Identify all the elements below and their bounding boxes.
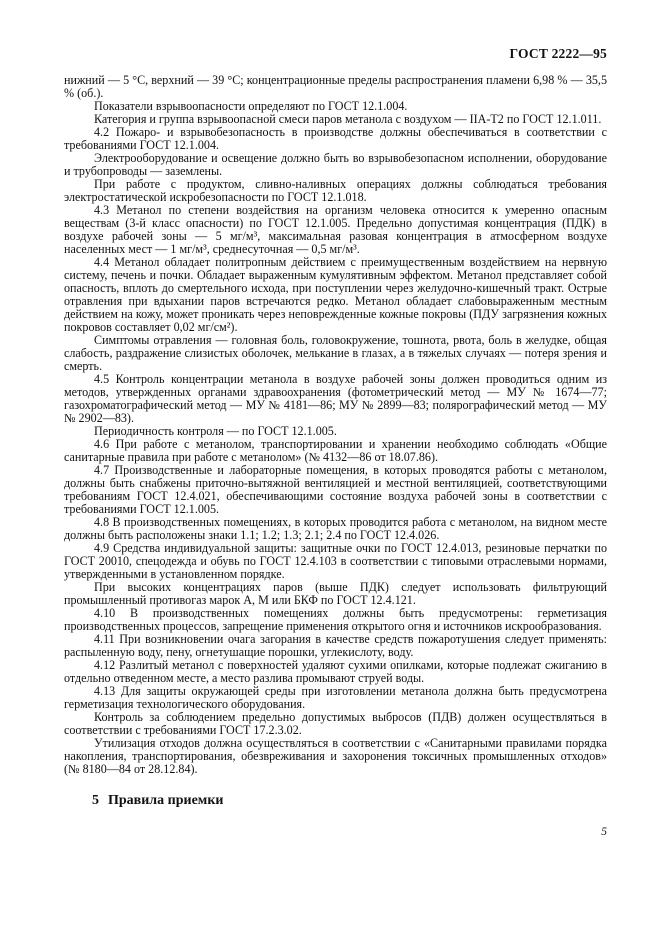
section-heading	[64, 793, 607, 809]
paragraph: 4.3 Метанол по степени воздействия на организм человека относится к умеренно опасным веществам (3-й класс опасности) по ГОСТ 12.1.005. Предельно допустимая концентрация (ПДК) в воздухе рабочей зоны — 5 мг/м³, максимальная разовая концентрация в атмосферном воздухе населенных мест — 1 мг/м³, среднесуточная — 0,5 мг/м³.	[64, 203, 607, 256]
paragraph: 4.8 В производственных помещениях, в которых проводится работа с метанолом, на видном месте должны быть расположены знаки 1.1; 1.2; 1.3; 2.1; 2.4 по ГОСТ 12.4.026.	[64, 515, 607, 542]
paragraph: Категория и группа взрывоопасной смеси паров метанола с воздухом — IIА-Т2 по ГОСТ 12.1.011.	[94, 112, 602, 126]
paragraph: Контроль за соблюдением предельно допустимых выбросов (ПДВ) должен осуществляться в соответствии с требованиями ГОСТ 17.2.3.02.	[64, 710, 607, 737]
paragraph: Показатели взрывоопасности определяют по ГОСТ 12.1.004.	[94, 99, 408, 113]
paragraph: 4.5 Контроль концентрации метанола в воздухе рабочей зоны должен проводиться одним из методов, утвержденных органами здравоохранения (фотометрический метод — МУ № 1674—77; газохроматографический метод — МУ № 4181—86; МУ № 2899—83; полярографический метод — МУ № 2902—83).	[64, 372, 607, 425]
paragraph: 4.4 Метанол обладает политропным действием с преимущественным воздействием на нервную систему, печень и почки. Обладает выраженным кумулятивным эффектом. Метанол представляет собой опасность, вплоть до смертельного исхода, при поступлении через желудочно-кишечный тракт. Острые отравления при вдыхании паров встречаются редко. Метанол обладает слабовыраженным местным действием на кожу, может проникать через неповрежденные кожные покровы (ПДУ загрязнения кожных покровов составляет 0,02 мг/см²).	[64, 255, 607, 334]
paragraph: 4.6 При работе с метанолом, транспортировании и хранении необходимо соблюдать «Общие санитарные правила при работе с метанолом» (№ 4132—86 от 18.07.86).	[64, 437, 607, 464]
paragraph: Электрооборудование и освещение должно быть во взрывобезопасном исполнении, оборудование и трубопроводы — заземлены.	[64, 151, 607, 178]
paragraph: Симптомы отравления — головная боль, головокружение, тошнота, рвота, боль в желудке, общая слабость, раздражение слизистых оболочек, мелькание в глазах, а в тяжелых случаях — потеря зрения и смерть.	[64, 333, 607, 373]
section-title: Правила приемки	[108, 793, 224, 808]
paragraph: 4.10 В производственных помещениях должны быть предусмотрены: герметизация производственных процессов, запрещение применения открытого огня и источников искрообразования.	[64, 606, 607, 633]
paragraph: 4.13 Для защиты окружающей среды при изготовлении метанола должна быть предусмотрена герметизация технологического оборудования.	[64, 684, 607, 711]
paragraph: 4.12 Разлитый метанол с поверхностей удаляют сухими опилками, которые подлежат сжиганию в отдельно отведенном месте, а место разлива промывают струей воды.	[64, 658, 607, 685]
paragraph: При высоких концентрациях паров (выше ПДК) следует использовать фильтрующий промышленный противогаз марок А, М или БКФ по ГОСТ 12.4.121.	[64, 580, 607, 607]
paragraph: 4.9 Средства индивидуальной защиты: защитные очки по ГОСТ 12.4.013, резиновые перчатки по ГОСТ 20010, спецодежда и обувь по ГОСТ 12.4.103 в соответствии с типовыми отраслевыми нормами, утвержденными в установленном порядке.	[64, 541, 607, 581]
paragraph: нижний — 5 °С, верхний — 39 °С; концентрационные пределы распространения пламени 6,98 % — 35,5 % (об.).	[64, 73, 607, 100]
paragraph: При работе с продуктом, сливно-наливных операциях должны соблюдаться требования электростатической искробезопасности по ГОСТ 12.1.018.	[64, 177, 607, 204]
paragraph: Периодичность контроля — по ГОСТ 12.1.005.	[94, 424, 337, 438]
section-number: 5	[92, 793, 99, 808]
paragraph: 4.11 При возникновении очага загорания в качестве средств пожаротушения следует применять: распыленную воду, пену, огнетушащие порошки, углекислоту, воду.	[64, 632, 607, 659]
paragraph: Утилизация отходов должна осуществляться в соответствии с «Санитарными правилами порядка накопления, транспортирования, обезвреживания и захоронения токсичных промышленных отходов» (№ 8180—84 от 28.12.84).	[64, 736, 607, 776]
paragraph: 4.7 Производственные и лабораторные помещения, в которых проводятся работы с метанолом, должны быть снабжены приточно-вытяжной вентиляцией и местной вентиляцией, соответствующими требованиям ГОСТ 12.4.021, обеспечивающими состояние воздуха рабочей зоны в соответствии с требованиями ГОСТ 12.1.005.	[64, 463, 607, 516]
running-header: ГОСТ 2222—95	[509, 46, 607, 61]
text-block	[64, 74, 607, 809]
page-number: 5	[601, 826, 607, 838]
paragraph: 4.2 Пожаро- и взрывобезопасность в производстве должны обеспечиваться в соответствии с требованиями ГОСТ 12.1.004.	[64, 125, 607, 152]
